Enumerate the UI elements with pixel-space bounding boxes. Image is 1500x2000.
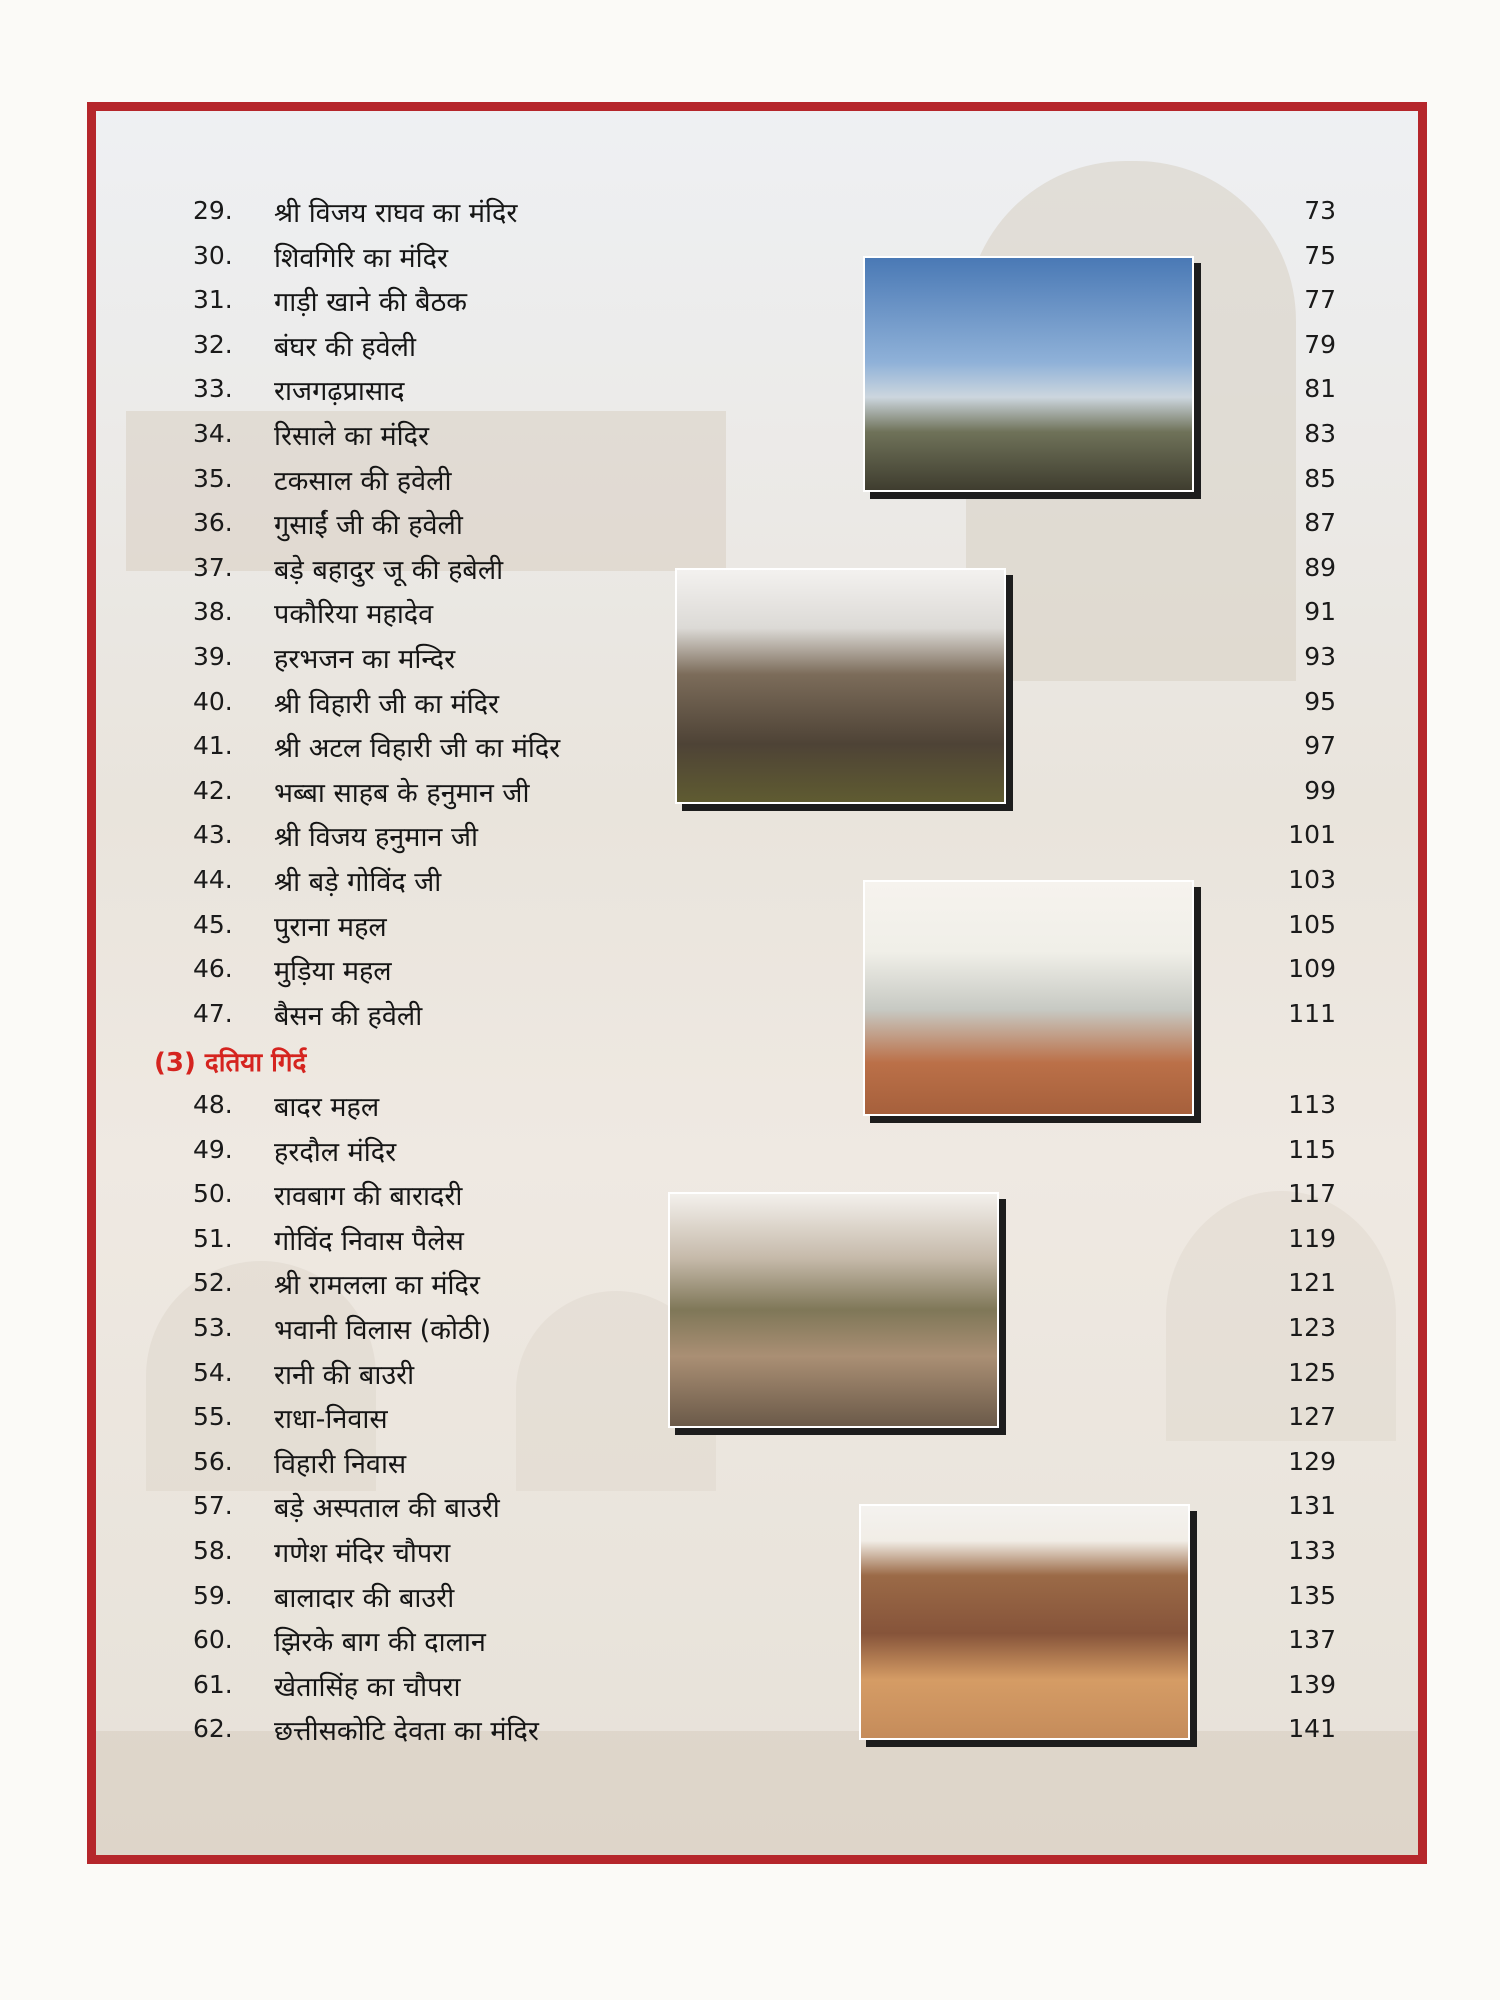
entry-page-number: 97	[1304, 731, 1336, 761]
entry-number: 53.	[193, 1313, 233, 1342]
toc-entry	[96, 681, 1427, 725]
page-frame	[87, 102, 1427, 1864]
toc-entry	[96, 993, 1427, 1037]
toc-entry	[96, 859, 1427, 903]
entry-title: हरभजन का मन्दिर	[274, 644, 456, 675]
entry-page-number: 141	[1288, 1714, 1336, 1744]
entry-number: 41.	[193, 731, 233, 761]
toc-entry	[96, 1084, 1427, 1128]
entry-page-number: 133	[1288, 1536, 1336, 1565]
toc-entry	[96, 770, 1427, 814]
entry-title: रावबाग की बारादरी	[274, 1181, 463, 1213]
entry-page-number: 87	[1304, 508, 1336, 538]
entry-number: 49.	[193, 1134, 233, 1164]
entry-number: 29.	[193, 196, 233, 225]
entry-page-number: 123	[1288, 1313, 1336, 1342]
toc-entry	[96, 1619, 1427, 1663]
entry-title: बैसन की हवेली	[274, 1000, 423, 1032]
entry-title: रिसाले का मंदिर	[274, 421, 429, 452]
entry-page-number: 103	[1288, 865, 1336, 894]
entry-number: 55.	[193, 1402, 233, 1432]
toc-entry	[96, 1352, 1427, 1396]
entry-title: गुसाईं जी की हवेली	[274, 510, 463, 542]
entry-page-number: 93	[1304, 642, 1336, 671]
entry-number: 58.	[193, 1536, 233, 1565]
entry-number: 47.	[193, 998, 233, 1028]
entry-page-number: 109	[1288, 954, 1336, 984]
entry-title: गोविंद निवास पैलेस	[274, 1225, 464, 1257]
entry-page-number: 85	[1304, 463, 1336, 493]
toc-entry	[96, 1441, 1427, 1485]
entry-number: 37.	[193, 552, 233, 582]
toc-entry	[96, 1530, 1427, 1574]
toc-entry	[96, 1708, 1427, 1752]
toc-entry	[96, 814, 1427, 858]
toc-entry	[96, 1575, 1427, 1619]
entry-page-number: 105	[1288, 909, 1336, 939]
entry-page-number: 73	[1304, 196, 1336, 225]
entry-page-number: 117	[1288, 1179, 1336, 1209]
entry-title: पुराना महल	[274, 911, 387, 943]
toc-entry	[96, 458, 1427, 502]
toc-entry	[96, 368, 1427, 412]
entry-title: बादर महल	[274, 1092, 380, 1123]
toc-entry	[96, 591, 1427, 635]
entry-number: 42.	[193, 775, 233, 805]
entry-page-number: 111	[1288, 998, 1336, 1028]
toc-entry	[96, 413, 1427, 457]
entry-title: श्री रामलला का मंदिर	[274, 1270, 480, 1302]
entry-number: 44.	[193, 865, 233, 894]
entry-title: श्री अटल विहारी जी का मंदिर	[274, 733, 561, 765]
entry-title: भवानी विलास (कोठी)	[274, 1315, 492, 1346]
entry-number: 60.	[193, 1625, 233, 1655]
entry-title: खेतासिंह का चौपरा	[274, 1671, 461, 1703]
entry-page-number: 129	[1288, 1446, 1336, 1476]
entry-title: गणेश मंदिर चौपरा	[274, 1538, 451, 1569]
entry-page-number: 121	[1288, 1268, 1336, 1298]
entry-title: हरदौल मंदिर	[274, 1136, 397, 1168]
section-heading: (3) दतिया गिर्द	[154, 1048, 307, 1078]
entry-number: 39.	[193, 642, 233, 671]
entry-page-number: 113	[1288, 1090, 1336, 1119]
entry-number: 54.	[193, 1357, 233, 1387]
toc-entry	[96, 547, 1427, 591]
entry-title: टकसाल की हवेली	[274, 465, 452, 497]
entry-title: बंघर की हवेली	[274, 331, 416, 363]
entry-number: 30.	[193, 240, 233, 270]
entry-page-number: 125	[1288, 1357, 1336, 1387]
toc-entry	[96, 190, 1427, 234]
entry-title: गाड़ी खाने की बैठक	[274, 287, 468, 319]
entry-number: 51.	[193, 1223, 233, 1253]
toc-entry	[96, 725, 1427, 769]
entry-number: 56.	[193, 1446, 233, 1476]
entry-page-number: 75	[1304, 240, 1336, 270]
entry-title: राधा-निवास	[274, 1404, 388, 1436]
entry-number: 46.	[193, 954, 233, 984]
entry-title: बालादार की बाउरी	[274, 1582, 455, 1614]
entry-number: 32.	[193, 329, 233, 359]
toc-entry	[96, 324, 1427, 368]
entry-number: 34.	[193, 419, 233, 448]
toc-entry	[96, 1129, 1427, 1173]
entry-title: भब्बा साहब के हनुमान जी	[274, 777, 530, 809]
entry-page-number: 139	[1288, 1669, 1336, 1699]
entry-title: रानी की बाउरी	[274, 1359, 415, 1391]
toc-entry	[96, 1173, 1427, 1217]
toc-entry	[96, 1396, 1427, 1440]
entry-title: पकौरिया महादेव	[274, 599, 434, 631]
toc-entry	[96, 235, 1427, 279]
entry-title: शिवगिरि का मंदिर	[274, 242, 449, 274]
entry-number: 33.	[193, 374, 233, 404]
toc-entry	[96, 1218, 1427, 1262]
entry-title: श्री विहारी जी का मंदिर	[274, 688, 500, 720]
entry-title: श्री विजय हनुमान जी	[274, 822, 479, 854]
toc-entry	[96, 904, 1427, 948]
entry-number: 36.	[193, 508, 233, 538]
toc-entry	[96, 1262, 1427, 1306]
toc-entry	[96, 502, 1427, 546]
toc-entry	[96, 948, 1427, 992]
entry-number: 38.	[193, 597, 233, 627]
entry-page-number: 81	[1304, 374, 1336, 404]
entry-page-number: 77	[1304, 285, 1336, 315]
toc-entry	[96, 1485, 1427, 1529]
entry-number: 52.	[193, 1268, 233, 1298]
entry-page-number: 135	[1288, 1580, 1336, 1610]
entry-number: 31.	[193, 285, 233, 315]
toc-entry	[96, 279, 1427, 323]
toc-entry	[96, 1664, 1427, 1708]
entry-page-number: 99	[1304, 775, 1336, 805]
entry-page-number: 101	[1288, 820, 1336, 850]
entry-page-number: 91	[1304, 597, 1336, 627]
entry-page-number: 95	[1304, 686, 1336, 716]
entry-page-number: 115	[1288, 1134, 1336, 1164]
entry-title: विहारी निवास	[274, 1448, 407, 1480]
entry-page-number: 131	[1288, 1491, 1336, 1521]
entry-page-number: 137	[1288, 1625, 1336, 1655]
toc-entry	[96, 1307, 1427, 1351]
entry-number: 35.	[193, 463, 233, 493]
toc-entry	[96, 636, 1427, 680]
entry-title: मुड़िया महल	[274, 956, 392, 988]
entry-number: 45.	[193, 909, 233, 939]
entry-number: 57.	[193, 1491, 233, 1521]
entry-number: 43.	[193, 820, 233, 850]
entry-page-number: 83	[1304, 419, 1336, 448]
entry-page-number: 119	[1288, 1223, 1336, 1253]
entry-title: श्री बड़े गोविंद जी	[274, 867, 442, 898]
entry-page-number: 127	[1288, 1402, 1336, 1432]
entry-page-number: 89	[1304, 552, 1336, 582]
entry-title: छत्तीसकोटि देवता का मंदिर	[274, 1716, 539, 1748]
entry-page-number: 79	[1304, 329, 1336, 359]
entry-title: श्री विजय राघव का मंदिर	[274, 198, 518, 229]
entry-number: 62.	[193, 1714, 233, 1744]
entry-number: 40.	[193, 686, 233, 716]
entry-number: 48.	[193, 1090, 233, 1119]
entry-number: 59.	[193, 1580, 233, 1610]
entry-number: 61.	[193, 1669, 233, 1699]
entry-title: बड़े अस्पताल की बाउरी	[274, 1493, 500, 1525]
entry-title: राजगढ़प्रासाद	[274, 376, 405, 408]
entry-number: 50.	[193, 1179, 233, 1209]
entry-title: बड़े बहादुर जू की हबेली	[274, 554, 504, 586]
entry-title: झिरके बाग की दालान	[274, 1627, 486, 1659]
